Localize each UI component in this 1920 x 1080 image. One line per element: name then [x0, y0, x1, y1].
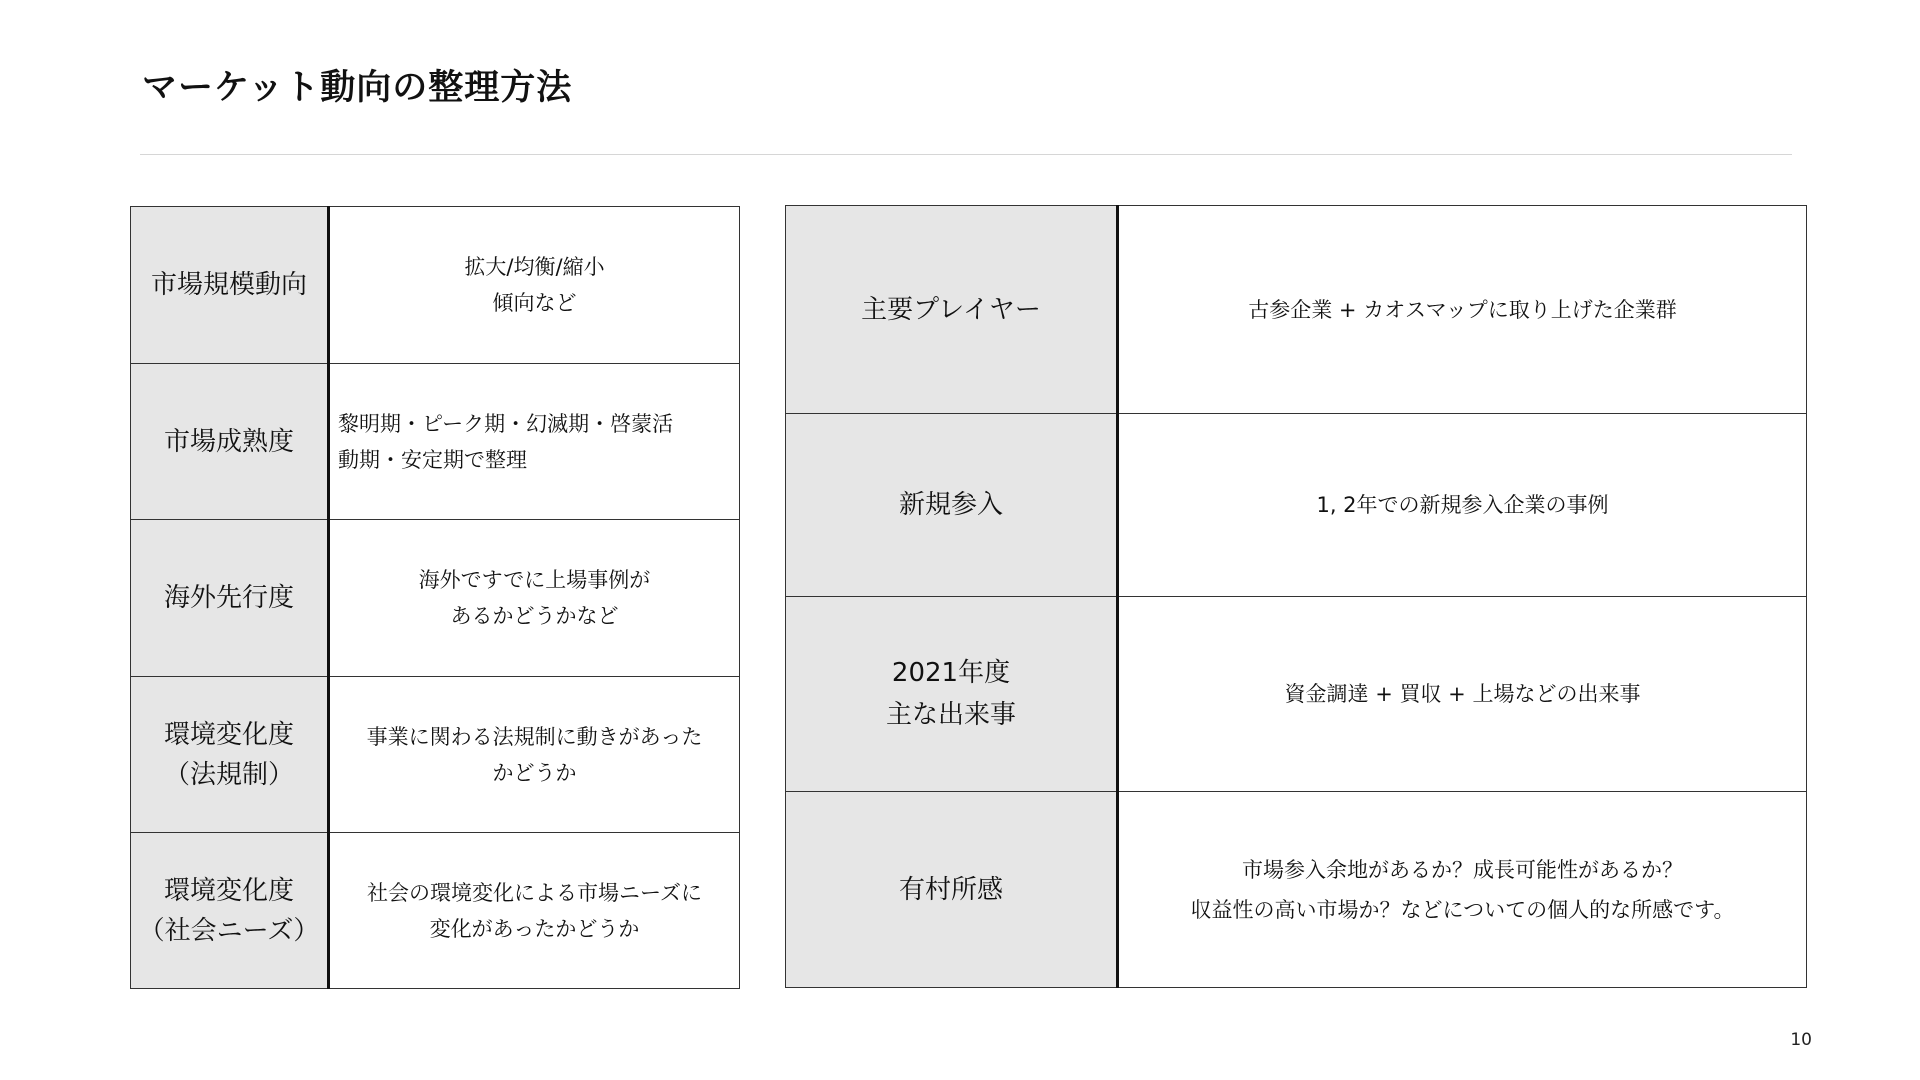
desc-line: 海外ですでに上場事例が — [418, 568, 651, 592]
desc-line: 変化があったかどうか — [429, 916, 640, 941]
market-events-table — [785, 205, 1807, 988]
label-line: （社会ニーズ） — [138, 915, 320, 946]
desc-line: あるかどうかなど — [450, 604, 619, 628]
label-line: 新規参入 — [898, 490, 1003, 520]
desc-line: 古参企業 + カオスマップに取り上げた企業群 — [1248, 297, 1677, 322]
row-label-key-players — [786, 206, 1118, 414]
table-row — [131, 364, 740, 520]
row-desc-regulation-change — [329, 677, 740, 833]
row-label-new-entrants — [786, 414, 1118, 597]
row-label-social-needs-change — [131, 833, 329, 989]
row-desc-market-size-trend — [329, 207, 740, 364]
label-line: 有村所感 — [898, 874, 1003, 905]
desc-line: 資金調達 + 買収 + 上場などの出来事 — [1284, 682, 1641, 706]
table-row — [786, 597, 1807, 792]
row-label-regulation-change — [131, 677, 329, 833]
title-divider — [140, 154, 1792, 155]
row-desc-new-entrants — [1118, 414, 1807, 597]
row-desc-key-players — [1118, 206, 1807, 414]
desc-line: 動期・安定期で整理 — [338, 447, 527, 472]
slide-title: マーケット動向の整理方法 — [142, 68, 573, 108]
desc-line: 拡大/均衡/縮小 — [464, 255, 605, 279]
desc-line: 収益性の高い市場か？などについての個人的な所感です。 — [1190, 897, 1735, 922]
page-number: 10 — [1790, 1030, 1812, 1050]
label-line: （法規制） — [163, 759, 294, 790]
desc-line: 黎明期・ピーク期・幻滅期・啓蒙活 — [338, 411, 674, 436]
row-label-arimura-impressions — [786, 792, 1118, 988]
row-label-major-events-2021 — [786, 597, 1118, 792]
desc-line: かどうか — [492, 760, 577, 785]
label-line: 環境変化度 — [163, 719, 294, 750]
label-line: 市場規模動向 — [150, 270, 307, 300]
desc-line: 傾向など — [492, 291, 577, 315]
row-label-overseas-lead — [131, 520, 329, 677]
label-line: 主要プレイヤー — [861, 294, 1041, 325]
table-row — [786, 414, 1807, 597]
desc-line: 市場参入余地があるか？成長可能性があるか？ — [1242, 857, 1683, 882]
label-line: 市場成熟度 — [163, 426, 294, 457]
row-desc-overseas-lead — [329, 520, 740, 677]
market-criteria-table — [130, 206, 740, 989]
desc-line: 事業に関わる法規制に動きがあった — [366, 724, 703, 749]
table-row — [786, 206, 1807, 414]
label-line: 環境変化度 — [163, 875, 294, 906]
row-desc-market-maturity — [329, 364, 740, 520]
table-row — [131, 520, 740, 677]
table-row — [131, 207, 740, 364]
row-desc-social-needs-change — [329, 833, 740, 989]
table-row — [786, 792, 1807, 988]
label-line: 主な出来事 — [885, 700, 1016, 730]
table-row — [131, 833, 740, 989]
label-line: 2021年度 — [891, 658, 1011, 688]
row-label-market-size-trend — [131, 207, 329, 364]
row-desc-major-events-2021 — [1118, 597, 1807, 792]
desc-line: 社会の環境変化による市場ニーズに — [367, 880, 702, 905]
table-row — [131, 677, 740, 833]
label-line: 海外先行度 — [163, 583, 294, 613]
desc-line: 1, 2年での新規参入企業の事例 — [1316, 493, 1609, 517]
row-desc-arimura-impressions — [1118, 792, 1807, 988]
row-label-market-maturity — [131, 364, 329, 520]
